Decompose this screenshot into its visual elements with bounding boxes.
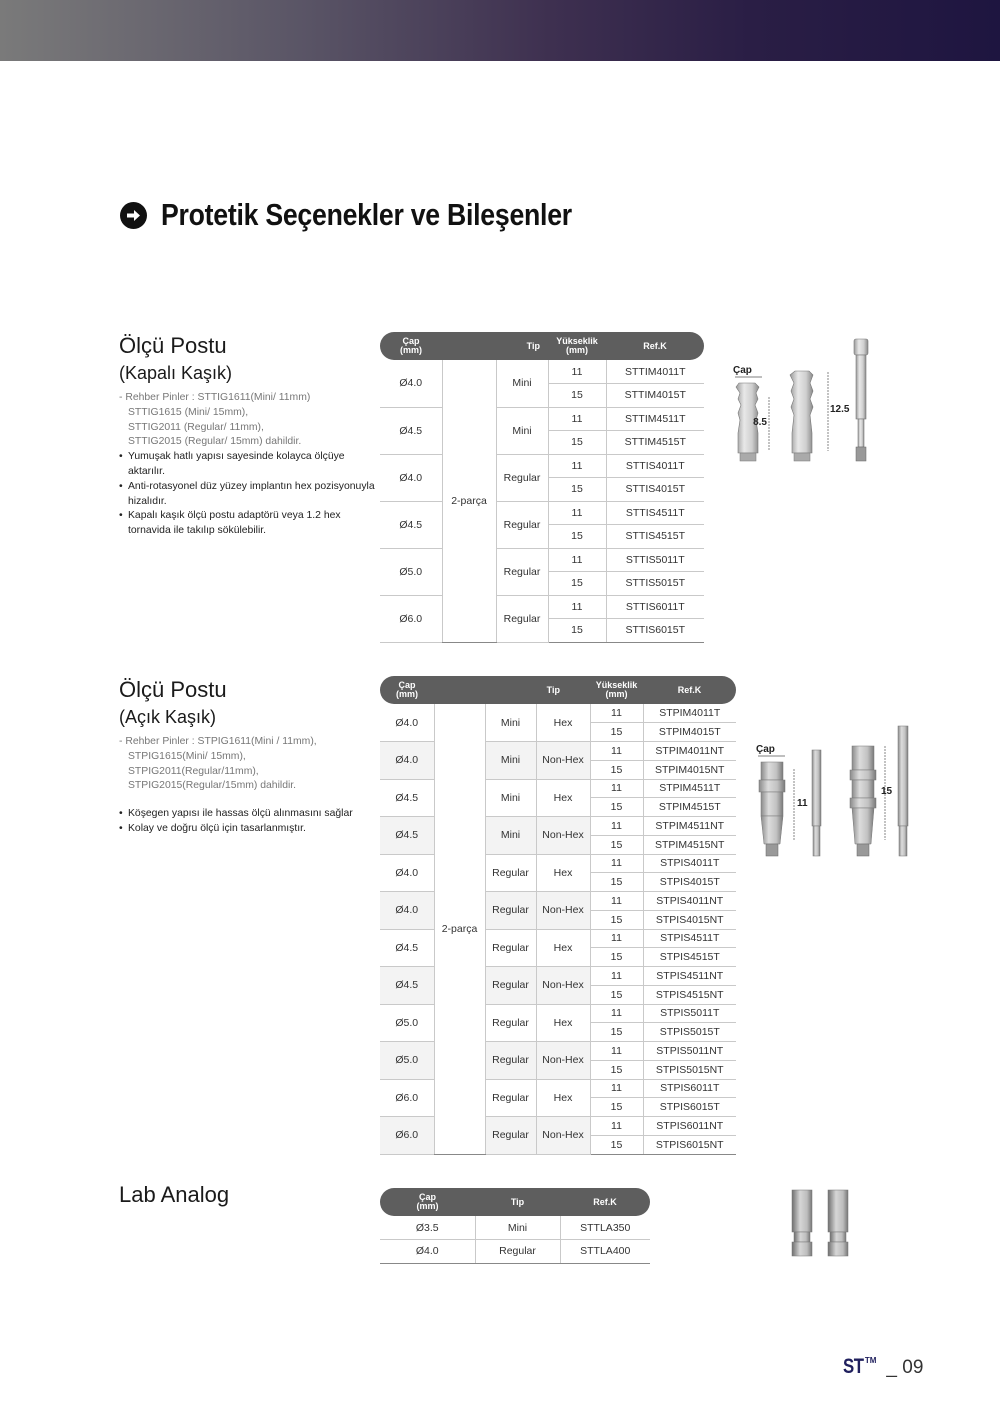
cell-tip: Regular xyxy=(485,967,536,1005)
cell-cap: Ø4.5 xyxy=(380,929,434,967)
cell-ref: STPIS4015NT xyxy=(643,910,736,929)
cell-hex: Non-Hex xyxy=(536,1117,590,1155)
open-tray-table xyxy=(380,676,736,1155)
cell-tip: Mini xyxy=(475,1216,560,1240)
col-cap: Çap (mm) xyxy=(380,1188,475,1216)
cell-cap: Ø6.0 xyxy=(380,1079,434,1117)
cell-cap: Ø5.0 xyxy=(380,1042,434,1080)
header-banner xyxy=(0,0,1000,61)
feature-bullet: • Anti-rotasyonel düz yüzey implantın hex pozisyonuyla hizalıdır. xyxy=(119,480,379,510)
cell-height: 15 xyxy=(590,910,643,929)
cell-cap: Ø6.0 xyxy=(380,1117,434,1155)
table-header-row xyxy=(380,1188,650,1216)
cell-height: 11 xyxy=(590,779,643,798)
cell-height: 15 xyxy=(590,1060,643,1079)
cell-height: 11 xyxy=(590,1079,643,1098)
col-tip: Tip xyxy=(434,676,590,704)
cell-ref: STTLA400 xyxy=(560,1240,650,1264)
lab-analog-diagram xyxy=(788,1186,858,1258)
col-cap: Çap (mm) xyxy=(380,332,442,360)
cell-cap: Ø5.0 xyxy=(380,548,442,595)
cell-ref: STPIS6011T xyxy=(643,1079,736,1098)
closed-tray-table xyxy=(380,332,704,643)
cell-height: 15 xyxy=(548,384,606,408)
col-ref: Ref.K xyxy=(560,1188,650,1216)
lab-analog-title: Lab Analog xyxy=(119,1182,230,1207)
cell-cap: Ø4.5 xyxy=(380,779,434,817)
col-height: Yükseklik (mm) xyxy=(548,332,606,360)
cell-ref: STTIM4011T xyxy=(606,360,704,384)
col-tip: Tip xyxy=(442,332,548,360)
diagram-dim-15: 15 xyxy=(881,786,893,797)
cell-cap: Ø4.0 xyxy=(380,454,442,501)
table-row xyxy=(380,360,704,384)
cell-ref: STTIS5015T xyxy=(606,572,704,596)
cell-tip: Regular xyxy=(485,854,536,892)
table-row xyxy=(380,454,704,478)
cell-height: 11 xyxy=(590,1004,643,1023)
cell-cap: Ø4.5 xyxy=(380,501,442,548)
cell-height: 11 xyxy=(590,817,643,836)
cell-ref: STTIS4011T xyxy=(606,454,704,478)
cell-hex: Non-Hex xyxy=(536,1042,590,1080)
cell-tip: Regular xyxy=(496,595,548,642)
cell-cap: Ø4.0 xyxy=(380,1240,475,1264)
table-row xyxy=(380,548,704,572)
page-title xyxy=(120,197,639,233)
cell-height: 15 xyxy=(548,572,606,596)
cell-tip: Regular xyxy=(485,1004,536,1042)
cell-ref: STPIS4011NT xyxy=(643,892,736,911)
diagram-dim-11: 11 xyxy=(797,798,808,809)
cell-ref: STTIS6011T xyxy=(606,595,704,619)
cell-ref: STPIS5015NT xyxy=(643,1060,736,1079)
cell-cap: Ø4.5 xyxy=(380,817,434,855)
cell-part: 2-parça xyxy=(434,704,485,1154)
cell-ref: STTIM4015T xyxy=(606,384,704,408)
cell-cap: Ø6.0 xyxy=(380,595,442,642)
cell-tip: Regular xyxy=(485,1042,536,1080)
closed-tray-features xyxy=(119,450,379,539)
cell-height: 11 xyxy=(548,548,606,572)
cell-height: 11 xyxy=(548,595,606,619)
cell-height: 15 xyxy=(590,760,643,779)
cell-cap: Ø4.0 xyxy=(380,360,442,407)
cell-ref: STPIS5015T xyxy=(643,1023,736,1042)
cell-cap: Ø4.0 xyxy=(380,854,434,892)
table-row xyxy=(380,704,736,723)
feature-bullet: • Köşegen yapısı ile hassas ölçü alınmasını sağlar xyxy=(119,807,379,822)
cell-height: 11 xyxy=(590,854,643,873)
table-row xyxy=(380,1240,650,1264)
cell-hex: Hex xyxy=(536,704,590,742)
cell-tip: Regular xyxy=(485,1117,536,1155)
table-header-row xyxy=(380,332,704,360)
col-tip: Tip xyxy=(475,1188,560,1216)
table-row xyxy=(380,742,736,761)
table-row xyxy=(380,892,736,911)
closed-tray-title: Ölçü Postu xyxy=(119,333,227,358)
cell-tip: Regular xyxy=(496,501,548,548)
cell-cap: Ø4.0 xyxy=(380,742,434,780)
page-number: _ 09 xyxy=(886,1357,924,1378)
cell-height: 15 xyxy=(548,478,606,502)
cell-height: 15 xyxy=(548,525,606,549)
col-ref: Ref.K xyxy=(606,332,704,360)
table-row xyxy=(380,817,736,836)
cell-ref: STTIS4015T xyxy=(606,478,704,502)
cell-cap: Ø3.5 xyxy=(380,1216,475,1240)
cell-tip: Regular xyxy=(496,454,548,501)
cell-tip: Mini xyxy=(485,779,536,817)
cell-ref: STTIS4515T xyxy=(606,525,704,549)
cell-hex: Non-Hex xyxy=(536,817,590,855)
cell-ref: STPIS5011T xyxy=(643,1004,736,1023)
cell-ref: STPIS4011T xyxy=(643,854,736,873)
pin-line: - Rehber Pinler : STTIG1611(Mini/ 11mm) xyxy=(119,392,311,403)
table-row xyxy=(380,967,736,986)
table-row xyxy=(380,1004,736,1023)
cell-height: 15 xyxy=(590,1023,643,1042)
cell-height: 15 xyxy=(548,619,606,643)
open-tray-diagram xyxy=(748,722,918,862)
table-row xyxy=(380,929,736,948)
feature-bullet: • Kapalı kaşık ölçü postu adaptörü veya 1.2 hex tornavida ile takılıp sökülebilir. xyxy=(119,509,379,539)
cell-ref: STPIS4511T xyxy=(643,929,736,948)
cell-tip: Mini xyxy=(485,742,536,780)
cell-height: 15 xyxy=(590,1135,643,1154)
cell-ref: STPIS4511NT xyxy=(643,967,736,986)
cell-ref: STPIS6015NT xyxy=(643,1135,736,1154)
cell-cap: Ø5.0 xyxy=(380,1004,434,1042)
table-row xyxy=(380,595,704,619)
closed-tray-description xyxy=(119,391,379,539)
table-row xyxy=(380,1079,736,1098)
closed-tray-diagram xyxy=(725,335,895,470)
cell-cap: Ø4.0 xyxy=(380,704,434,742)
pin-line: STPIG1615(Mini/ 15mm), xyxy=(128,750,246,762)
cell-cap: Ø4.0 xyxy=(380,892,434,930)
cell-hex: Hex xyxy=(536,1004,590,1042)
cell-hex: Non-Hex xyxy=(536,892,590,930)
cell-hex: Hex xyxy=(536,854,590,892)
cell-tip: Regular xyxy=(496,548,548,595)
cell-height: 11 xyxy=(548,501,606,525)
cell-ref: STPIM4515T xyxy=(643,798,736,817)
cell-ref: STPIS4515NT xyxy=(643,985,736,1004)
cell-hex: Hex xyxy=(536,1079,590,1117)
cell-ref: STTLA350 xyxy=(560,1216,650,1240)
cell-ref: STPIM4011T xyxy=(643,704,736,723)
cell-height: 15 xyxy=(590,985,643,1004)
open-tray-features xyxy=(119,807,379,837)
cell-hex: Non-Hex xyxy=(536,967,590,1005)
cell-height: 11 xyxy=(590,967,643,986)
table-row xyxy=(380,1117,736,1136)
table-header-row xyxy=(380,676,736,704)
cell-height: 15 xyxy=(590,873,643,892)
open-tray-description xyxy=(119,735,379,837)
cell-hex: Non-Hex xyxy=(536,742,590,780)
lab-analog-table xyxy=(380,1188,650,1264)
cell-height: 11 xyxy=(548,407,606,431)
cell-tip: Regular xyxy=(485,892,536,930)
cell-height: 11 xyxy=(590,892,643,911)
cell-height: 11 xyxy=(590,742,643,761)
arrow-right-circle-icon xyxy=(120,202,147,229)
table-row xyxy=(380,779,736,798)
open-tray-pins xyxy=(119,735,379,794)
cell-tip: Regular xyxy=(485,929,536,967)
pin-line: STPIG2011(Regular/11mm), xyxy=(128,765,259,777)
cell-hex: Hex xyxy=(536,929,590,967)
cell-ref: STPIS5011NT xyxy=(643,1042,736,1061)
cell-tip: Mini xyxy=(496,360,548,407)
cell-height: 15 xyxy=(590,798,643,817)
cell-ref: STPIM4511T xyxy=(643,779,736,798)
cell-ref: STTIS6015T xyxy=(606,619,704,643)
col-cap: Çap (mm) xyxy=(380,676,434,704)
table-row xyxy=(380,407,704,431)
cell-tip: Mini xyxy=(485,817,536,855)
cell-height: 15 xyxy=(590,948,643,967)
table-row xyxy=(380,501,704,525)
cell-height: 15 xyxy=(590,835,643,854)
diagram-cap-label: Çap xyxy=(733,365,752,376)
pin-line: - Rehber Pinler : STPIG1611(Mini / 11mm), xyxy=(119,736,317,747)
cell-height: 11 xyxy=(548,360,606,384)
cell-ref: STPIM4015NT xyxy=(643,760,736,779)
diagram-cap-label: Çap xyxy=(756,744,775,755)
diagram-dim-12-5: 12.5 xyxy=(830,404,850,415)
cell-height: 15 xyxy=(590,1098,643,1117)
cell-height: 11 xyxy=(590,1117,643,1136)
page-title-text: Protetik Seçenekler ve Bileşenler xyxy=(161,197,572,232)
closed-tray-pins xyxy=(119,391,379,450)
cell-tip: Regular xyxy=(485,1079,536,1117)
table-row xyxy=(380,1042,736,1061)
cell-tip: Mini xyxy=(496,407,548,454)
cell-height: 15 xyxy=(548,431,606,455)
col-ref: Ref.K xyxy=(643,676,736,704)
cell-ref: STTIM4515T xyxy=(606,431,704,455)
trademark: TM xyxy=(864,1356,877,1365)
cell-tip: Mini xyxy=(485,704,536,742)
feature-bullet: • Yumuşak hatlı yapısı sayesinde kolayca ölçüye aktarılır. xyxy=(119,450,379,480)
closed-tray-subtitle: (Kapalı Kaşık) xyxy=(119,363,233,383)
cell-height: 15 xyxy=(590,723,643,742)
pin-line: STPIG2015(Regular/15mm) dahildir. xyxy=(128,780,297,792)
cell-cap: Ø4.5 xyxy=(380,407,442,454)
cell-ref: STPIS4015T xyxy=(643,873,736,892)
cell-tip: Regular xyxy=(475,1240,560,1264)
feature-bullet: • Kolay ve doğru ölçü için tasarlanmıştır. xyxy=(119,822,379,837)
col-height: Yükseklik (mm) xyxy=(590,676,643,704)
open-tray-subtitle: (Açık Kaşık) xyxy=(119,707,217,727)
cell-ref: STTIM4511T xyxy=(606,407,704,431)
pin-line: STTIG1615 (Mini/ 15mm), xyxy=(128,406,249,418)
open-tray-title: Ölçü Postu xyxy=(119,677,227,702)
page-footer xyxy=(843,1355,923,1379)
cell-hex: Hex xyxy=(536,779,590,817)
cell-height: 11 xyxy=(590,929,643,948)
cell-height: 11 xyxy=(590,704,643,723)
cell-height: 11 xyxy=(590,1042,643,1061)
cell-ref: STPIM4511NT xyxy=(643,817,736,836)
cell-ref: STPIS6015T xyxy=(643,1098,736,1117)
diagram-dim-8-5: 8.5 xyxy=(753,417,767,428)
cell-ref: STTIS5011T xyxy=(606,548,704,572)
cell-height: 11 xyxy=(548,454,606,478)
table-row xyxy=(380,854,736,873)
cell-ref: STTIS4511T xyxy=(606,501,704,525)
cell-ref: STPIS6011NT xyxy=(643,1117,736,1136)
pin-line: STTIG2011 (Regular/ 11mm), xyxy=(128,421,264,433)
cell-part: 2-parça xyxy=(442,360,496,642)
cell-cap: Ø4.5 xyxy=(380,967,434,1005)
pin-line: STTIG2015 (Regular/ 15mm) dahildir. xyxy=(128,436,302,448)
cell-ref: STPIM4011NT xyxy=(643,742,736,761)
cell-ref: STPIM4515NT xyxy=(643,835,736,854)
cell-ref: STPIS4515T xyxy=(643,948,736,967)
brand-logo: ST xyxy=(843,1355,864,1378)
table-row xyxy=(380,1216,650,1240)
cell-ref: STPIM4015T xyxy=(643,723,736,742)
